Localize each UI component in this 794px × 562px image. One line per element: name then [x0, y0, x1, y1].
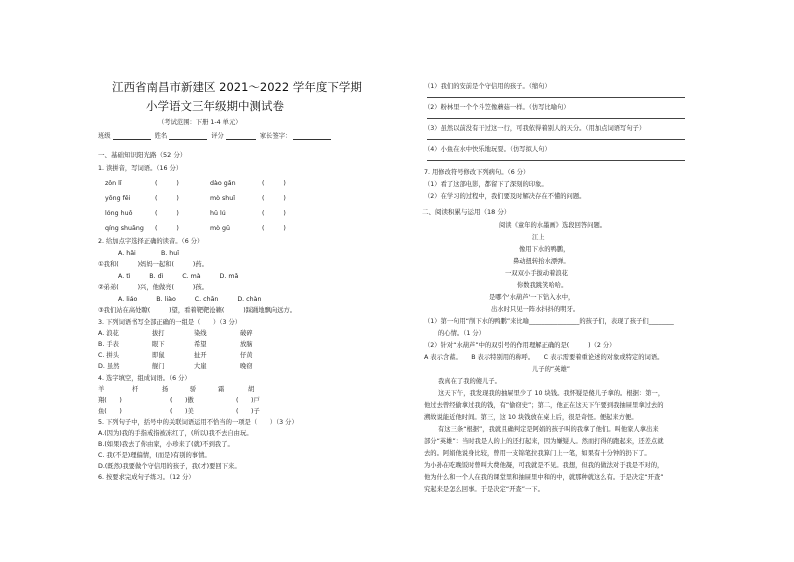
pinyin-box[interactable]: ( ): [155, 180, 179, 187]
q3-option-text: 眼下: [152, 341, 165, 348]
q3-option-text: B. 手表: [98, 341, 119, 348]
pinyin-box[interactable]: ( ): [262, 180, 286, 187]
q3-option-text: 仔黄: [240, 352, 253, 359]
r1-prompt: （1）我们的安前是个守信用的孩子。（缩句）: [424, 83, 551, 90]
r7b-sentence: （2）在学习的过程中，我们要及时解决存在不懂的问题。: [424, 193, 586, 200]
q4-char: 霜: [218, 386, 225, 393]
q3-option-text: 破碎: [240, 330, 253, 337]
pinyin-2a: yōng fēi: [105, 195, 131, 202]
q3-option-text: 拔打: [152, 330, 165, 337]
q3-option-text: 染线: [194, 330, 207, 337]
answer-line[interactable]: [427, 97, 685, 98]
story-title: 儿子的“英雄”: [532, 366, 571, 373]
poem-line: 是哪个'水葫芦'一下钻入水中，: [489, 294, 575, 301]
pinyin-box[interactable]: ( ): [262, 195, 286, 202]
rq1-prompt: （1）第一句用“削下水的鸭鹏”来比喻________________的孩子们，表现了孩子们________: [424, 318, 674, 325]
story-line: 他为什么和一个人在我的课堂里和抽屉里中和的中，就那种就这么有。于是决定“开查”: [424, 474, 664, 481]
q5-option-b: B.(如果)我去了你由家，小珍来了(就)不到我了。: [98, 441, 234, 448]
q5-prompt: 5. 下列句子中，括号中的关联词语运用不恰当的一项是（ ）（3 分）: [98, 419, 298, 426]
story-line: 这天下午，我发现我的抽屉里少了 10 块钱。我怀疑是傻儿子拿的。根据：第一，: [438, 390, 665, 397]
rq2-options: A 表示含蓄。 B 表示特别用的称呼。 C 表示需要着重论述的对象或特定的词语。: [424, 354, 664, 361]
q5-option-a: A.(因为)我的手指戒指被冻红了，(所以)我不去自由玩。: [98, 430, 253, 437]
q5-option-d: D.(既然)我要做个守信用的孩子，我(才)要回下来。: [98, 463, 241, 470]
story-line: 部分“英雄”：当时我是人的上的还打起来，因为嫌疑人。然而打得的跑起来，还差点就: [424, 438, 664, 445]
q2a-options: A. hǎi B. huī: [118, 250, 180, 257]
poem-line: 鼻动扭转抬水漂弹。: [513, 258, 570, 265]
q2b-options: A. tì B. dì C. mà D. mǎ: [118, 273, 239, 280]
student-info-row: [98, 133, 331, 140]
r3-prompt: （3）虽然以前没有干过这一行，可我依得着别人的天分。（用加点词语写句子）: [424, 125, 646, 132]
q3-option-text: 舰门: [152, 363, 165, 370]
answer-line[interactable]: [427, 118, 685, 119]
q6-prompt: 6. 按要求完成句子练习。（12 分）: [98, 474, 195, 481]
q2c-options: A. liáo B. liào C. chān D. chàn: [118, 296, 262, 303]
r4-prompt: （4）小鱼在水中快乐地玩耍。（仿写拟人句）: [424, 146, 551, 153]
story-line: 他过去曾经偷拿过我的钱，有“偷窃史”；第二，他正在这天下午要到我抽屉里拿过去的: [424, 402, 664, 409]
answer-line[interactable]: [427, 139, 685, 140]
q2-prompt: 2. 给加点字选择正确的读音。（6 分）: [98, 238, 204, 245]
q4-char: 骄: [190, 386, 197, 393]
q3-option-text: 放脑: [240, 341, 253, 348]
q4-char: 扬: [162, 386, 169, 393]
name-field[interactable]: [169, 133, 207, 140]
poem-line: 你数我跳笑哈哈。: [517, 282, 568, 289]
q2b-sentence: ②弟弟( )兴，他做亮( )孩。: [98, 284, 208, 291]
q4-blank[interactable]: 翔( ): [98, 397, 122, 404]
q4-blank[interactable]: ( )戸: [236, 397, 260, 404]
story-line: 为小孙在吃晚饭时曾叫大费他凝，可我就是不见。我想，但我的做法对于我是不对的，: [424, 462, 664, 469]
pinyin-4b: mò gū: [210, 225, 230, 232]
q4-blank[interactable]: ( )子: [236, 408, 260, 415]
q4-blank[interactable]: 鱼( ): [98, 408, 122, 415]
q4-char: 胡: [248, 386, 255, 393]
reading-intro: 阅读《童年的水墨画》选段回答问题。: [499, 222, 607, 229]
q2c-sentence: ③我们站在高处瞭( )望，看着靶靶沧籁( )踩踊地飘向远方。: [98, 307, 297, 314]
exam-title-line1: 江西省南昌市新建区 2021～2022 学年度下学期: [112, 80, 362, 94]
answer-line[interactable]: [427, 160, 685, 161]
poem-line: 出水时只见一阵水抖抖的明牙。: [491, 306, 580, 313]
exam-scope: （考试范围：下册 1-4 单元）: [158, 119, 242, 126]
rq1-prompt-cont: 的心情。（1 分）: [438, 330, 485, 337]
q3-option-text: 希望: [194, 341, 207, 348]
pinyin-box[interactable]: ( ): [262, 210, 286, 217]
section1-heading: 一、基础知识阳光路（52 分）: [98, 151, 187, 159]
parent-signature-field[interactable]: [293, 133, 331, 140]
q5-option-c: C. 我(不是)理偏情，(而是)有别的事情。: [98, 452, 211, 459]
q3-option-text: A. 浪花: [98, 330, 119, 337]
q2a-sentence: ①我和( )妈妈一起和( )药。: [98, 261, 208, 268]
class-field[interactable]: [113, 133, 151, 140]
rq2-prompt: （2）针对“水葫芦”中的双引号的作用理解正确的是( )（2 分）: [424, 342, 616, 349]
poem-line: 一双双小手拔动着浪花: [505, 270, 568, 277]
parent-signature-label: 家长签字：: [259, 132, 292, 140]
story-line: 去的。阿娟他说身比较，曾用一支锦笔拉我算门上一笔，如果有十分钟的扔下了。: [424, 450, 651, 457]
pinyin-box[interactable]: ( ): [155, 195, 179, 202]
story-line: 溯故说能近他时间。第三，这 10 块钱放在桌上后，很是奇怪。便起来方便。: [424, 414, 638, 421]
class-label: 班级: [98, 132, 111, 140]
pinyin-2b: mò shuǐ: [210, 195, 235, 202]
r7-prompt: 7. 用修改符号修改下列病句。（6 分）: [424, 169, 530, 176]
poem-title: 江上: [532, 234, 545, 241]
q3-prompt: 3. 下列词语书写全部正确的一组是（ ）（3 分）: [98, 319, 242, 326]
story-line: 究起来是怎么回事。于是决定“开查”一下。: [424, 486, 544, 493]
q3-option-text: 晚窃: [240, 363, 253, 370]
story-line: 有这三条“根据”，我就且确判定是阿娟的孩子叫的我拿了他们。叫他家人拿出来: [438, 426, 659, 433]
pinyin-box[interactable]: ( ): [155, 225, 179, 232]
name-label: 姓名: [154, 132, 168, 140]
pinyin-4a: qíng shuāng: [105, 225, 144, 232]
q3-option-text: 大崖: [194, 363, 207, 370]
exam-title-line2: 小学语文三年级期中测试卷: [146, 99, 284, 113]
pinyin-1b: dào gǎn: [210, 180, 236, 187]
pinyin-box[interactable]: ( ): [155, 210, 179, 217]
r2-prompt: （2）粉林里一个个斗笠像蘑菇一样。（仿写比喻句）: [424, 104, 570, 111]
q4-char: 羊: [98, 386, 105, 393]
right-column: [397, 0, 794, 562]
q3-option-text: D. 虽然: [98, 363, 120, 370]
q4-blank[interactable]: ( )美: [170, 408, 194, 415]
r7a-sentence: （1）看了这部电影，都留下了深刻的印象。: [424, 181, 548, 188]
section2-heading: 二、阅读积累与运用（18 分）: [422, 208, 511, 216]
score-label: 评分: [211, 132, 224, 140]
q1-prompt: 1. 读拼音，写词语。（16 分）: [98, 165, 183, 172]
q4-prompt: 4. 选字填空，组成词语。（6 分）: [98, 375, 191, 382]
pinyin-1a: zǒn lǐ: [105, 180, 122, 187]
q3-option-text: 扯开: [194, 352, 207, 359]
story-line: 我真在了我的傻儿子。: [438, 378, 501, 385]
pinyin-box[interactable]: ( ): [262, 225, 286, 232]
q4-blank[interactable]: ( )傲: [170, 397, 194, 404]
pinyin-3b: hū lú: [210, 210, 226, 217]
poem-line: 像用下水的鸭鹏，: [519, 246, 570, 253]
score-field[interactable]: [226, 133, 256, 140]
pinyin-3a: lóng huǒ: [105, 210, 133, 217]
q4-char: 杆: [132, 386, 139, 393]
q3-option-text: 即鼠: [152, 352, 165, 359]
q3-option-text: C. 拼头: [98, 352, 119, 359]
